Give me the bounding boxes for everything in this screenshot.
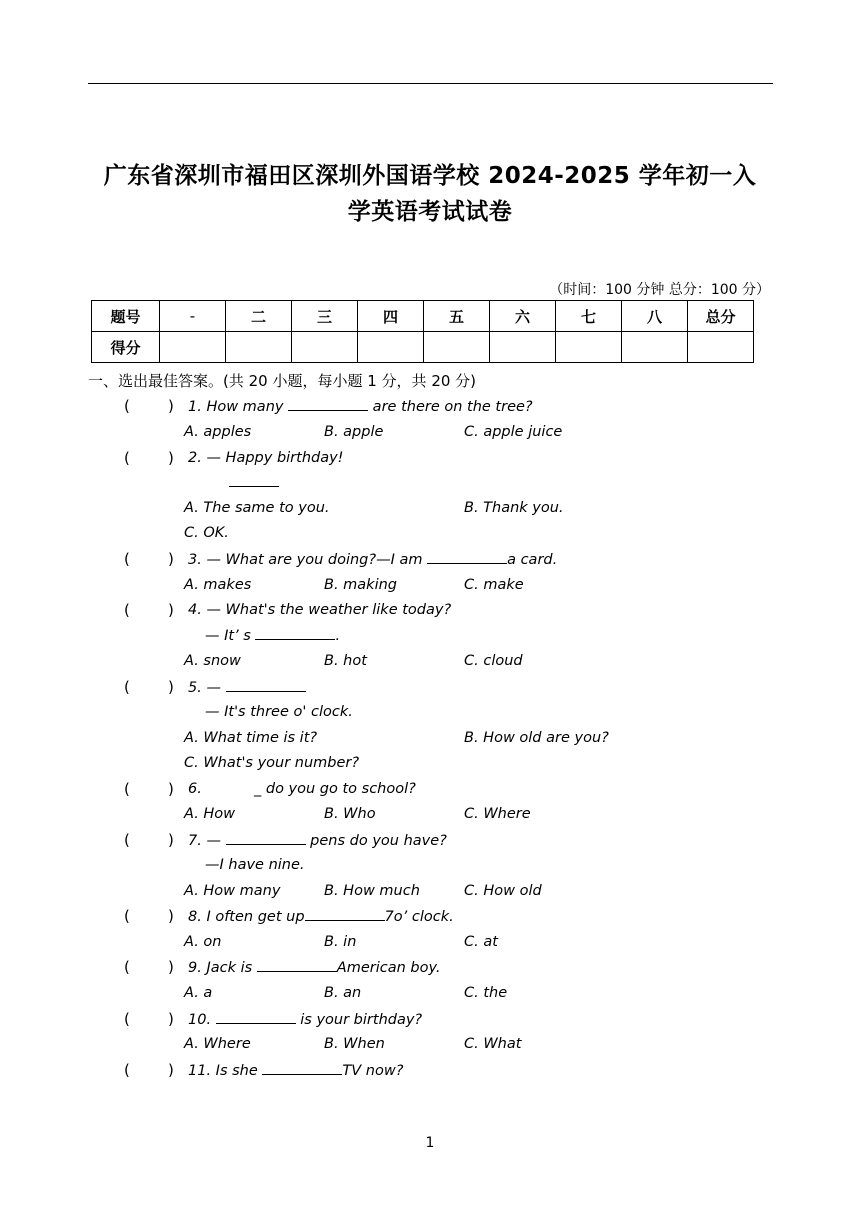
header-rule — [88, 83, 773, 84]
exam-meta: （时间：100 分钟 总分：100 分） — [549, 282, 770, 298]
stem-part: 7. — — [188, 833, 226, 849]
option: A. apples — [184, 424, 252, 440]
stem-part: is your birthday? — [295, 1012, 423, 1028]
option: A. makes — [184, 577, 252, 593]
score-cell: 总分 — [688, 301, 754, 332]
question-stem: 6. — [188, 781, 202, 797]
stem-part: 9. Jack is — [188, 960, 257, 976]
answer-paren[interactable]: ( ) — [124, 958, 174, 976]
question-stem — [188, 832, 447, 849]
blank[interactable] — [305, 908, 385, 921]
page-number: 1 — [425, 1135, 435, 1151]
blank[interactable] — [255, 627, 335, 640]
option: A. Where — [184, 1036, 251, 1052]
score-cell: - — [160, 301, 226, 332]
page-title — [60, 158, 800, 230]
score-input-cell[interactable] — [226, 332, 292, 363]
question-stem-tail: _ do you go to school? — [254, 781, 416, 797]
option: C. How old — [464, 883, 542, 899]
option: B. When — [324, 1036, 385, 1052]
answer-paren[interactable]: ( ) — [124, 678, 174, 696]
blank[interactable] — [257, 959, 337, 972]
option: A. What time is it? — [184, 730, 318, 746]
score-cell: 五 — [424, 301, 490, 332]
option: B. How old are you? — [464, 730, 609, 746]
score-input-cell[interactable] — [622, 332, 688, 363]
score-cell: 得分 — [92, 332, 160, 363]
score-input-cell[interactable] — [292, 332, 358, 363]
score-input-cell[interactable] — [424, 332, 490, 363]
question-stem — [188, 1062, 403, 1079]
option: C. OK. — [184, 525, 229, 541]
option: A. How many — [184, 883, 281, 899]
score-input-cell[interactable] — [688, 332, 754, 363]
option: C. Where — [464, 806, 531, 822]
score-cell: 三 — [292, 301, 358, 332]
option: A. a — [184, 985, 213, 1001]
answer-paren[interactable]: ( ) — [124, 397, 174, 415]
stem-part: are there on the tree? — [368, 399, 533, 415]
score-cell: 六 — [490, 301, 556, 332]
stem-part: TV now? — [342, 1063, 404, 1079]
option: C. cloud — [464, 653, 523, 669]
blank[interactable] — [229, 474, 279, 487]
stem-part: pens do you have? — [305, 833, 447, 849]
score-cell: 二 — [226, 301, 292, 332]
stem-part: 3. — What are you doing?—I am — [188, 552, 428, 568]
blank[interactable] — [226, 832, 306, 845]
response-blank[interactable] — [229, 474, 279, 491]
answer-paren[interactable]: ( ) — [124, 601, 174, 619]
section-heading: 一、选出最佳答案。(共 20 小题，每小题 1 分，共 20 分) — [88, 372, 477, 390]
answer-paren[interactable]: ( ) — [124, 449, 174, 467]
option: B. apple — [324, 424, 384, 440]
option: B. making — [324, 577, 397, 593]
question-stem — [188, 398, 533, 415]
score-input-cell[interactable] — [556, 332, 622, 363]
option: A. How — [184, 806, 236, 822]
blank[interactable] — [427, 551, 507, 564]
answer-paren[interactable]: ( ) — [124, 1061, 174, 1079]
answer-paren[interactable]: ( ) — [124, 907, 174, 925]
stem-part: 1. How many — [188, 399, 289, 415]
option: C. What's your number? — [184, 755, 360, 771]
blank[interactable] — [288, 398, 368, 411]
option: B. in — [324, 934, 357, 950]
stem-part: 10. — [188, 1012, 216, 1028]
stem-part: . — [335, 628, 341, 644]
question-stem — [188, 679, 306, 696]
stem-part: 8. I often get up — [188, 909, 305, 925]
question-stem — [188, 908, 454, 925]
stem-part: 11. Is she — [188, 1063, 263, 1079]
score-input-cell[interactable] — [490, 332, 556, 363]
option: A. snow — [184, 653, 241, 669]
option: B. Who — [324, 806, 376, 822]
question-stem: 4. — What's the weather like today? — [188, 602, 452, 618]
blank[interactable] — [226, 679, 306, 692]
question-stem — [188, 551, 557, 568]
option: B. hot — [324, 653, 367, 669]
answer-paren[interactable]: ( ) — [124, 550, 174, 568]
score-table — [91, 300, 754, 363]
stem-part: — It’ s — [205, 628, 256, 644]
option: C. What — [464, 1036, 522, 1052]
title-line-1: 广东省深圳市福田区深圳外国语学校 2024-2025 学年初一入 — [103, 163, 757, 189]
blank[interactable] — [216, 1011, 296, 1024]
option: B. How much — [324, 883, 420, 899]
question-substem: —I have nine. — [205, 857, 305, 873]
blank[interactable] — [262, 1062, 342, 1075]
answer-paren[interactable]: ( ) — [124, 831, 174, 849]
option: C. apple juice — [464, 424, 563, 440]
option: B. Thank you. — [464, 500, 564, 516]
score-table-header-row — [92, 301, 754, 332]
answer-paren[interactable]: ( ) — [124, 780, 174, 798]
score-cell: 四 — [358, 301, 424, 332]
score-input-cell[interactable] — [358, 332, 424, 363]
answer-paren[interactable]: ( ) — [124, 1010, 174, 1028]
title-line-2: 学英语考试试卷 — [347, 199, 513, 225]
stem-part: American boy. — [336, 960, 441, 976]
stem-part: 7o’ clock. — [384, 909, 454, 925]
option: C. make — [464, 577, 524, 593]
stem-part: a card. — [507, 552, 558, 568]
option: A. The same to you. — [184, 500, 330, 516]
question-stem: 2. — Happy birthday! — [188, 450, 344, 466]
question-substem — [205, 627, 340, 644]
score-input-cell[interactable] — [160, 332, 226, 363]
option: C. the — [464, 985, 508, 1001]
score-table-score-row — [92, 332, 754, 363]
question-stem — [188, 1011, 422, 1028]
score-cell: 题号 — [92, 301, 160, 332]
question-stem — [188, 959, 441, 976]
question-substem: — It's three o' clock. — [205, 704, 353, 720]
option: A. on — [184, 934, 222, 950]
score-cell: 八 — [622, 301, 688, 332]
option: C. at — [464, 934, 498, 950]
stem-part: 5. — — [188, 680, 226, 696]
score-cell: 七 — [556, 301, 622, 332]
option: B. an — [324, 985, 362, 1001]
